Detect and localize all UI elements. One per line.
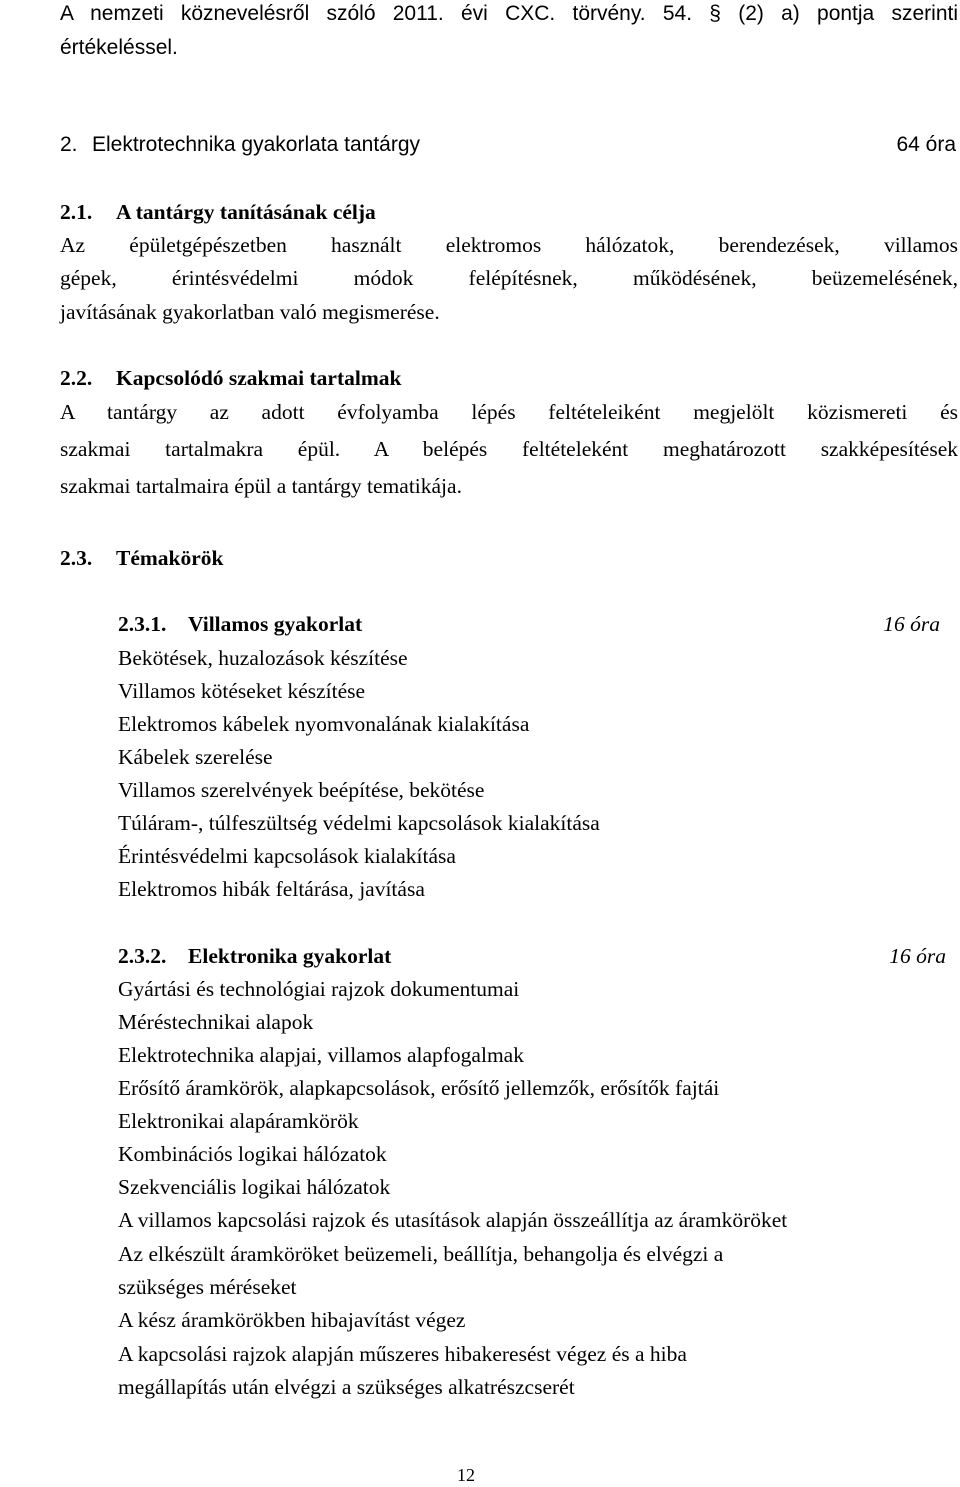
page-number: 12 xyxy=(457,1465,475,1485)
topic-2-item: megállapítás után elvégzi a szükséges alkatrészcserét xyxy=(118,1375,575,1399)
topic-2-item: Szekvenciális logikai hálózatok xyxy=(118,1175,391,1199)
topic-2-number: 2.3.2. xyxy=(118,944,167,968)
topic-2-hours: 16 óra xyxy=(889,944,946,968)
topic-1-hours: 16 óra xyxy=(883,612,940,636)
section-2-3-number: 2.3. xyxy=(60,546,93,570)
topic-2-item: A kapcsolási rajzok alapján műszeres hibakeresést végez és a hiba xyxy=(118,1342,687,1366)
intro-line-1: A nemzeti köznevelésről szóló 2011. évi CXC. törvény. 54. § (2) a) pontja szerinti xyxy=(60,2,958,25)
topic-1-number: 2.3.1. xyxy=(118,612,167,636)
section-2-2-line: szakmai tartalmaira épül a tantárgy tematikája. xyxy=(60,474,462,498)
topic-1-item: Kábelek szerelése xyxy=(118,745,273,769)
section-2-2-number: 2.2. xyxy=(60,366,93,390)
topic-1-item: Bekötések, huzalozások készítése xyxy=(118,646,408,670)
section-2-2-line: szakmai tartalmakra épül. A belépés feltételeként meghatározott szakképesítések xyxy=(60,437,958,461)
topic-1-title: Villamos gyakorlat xyxy=(188,612,363,636)
section-2-1-line: gépek, érintésvédelmi módok felépítésnek, működésének, beüzemelésének, xyxy=(60,266,958,290)
topic-2-title: Elektronika gyakorlat xyxy=(188,944,392,968)
subject-hours: 64 óra xyxy=(896,133,956,156)
section-2-2-line: A tantárgy az adott évfolyamba lépés feltételeiként megjelölt közismereti és xyxy=(60,400,958,424)
topic-2-item: Az elkészült áramköröket beüzemeli, beállítja, behangolja és elvégzi a xyxy=(118,1242,724,1266)
topic-2-item: A villamos kapcsolási rajzok és utasítások alapján összeállítja az áramköröket xyxy=(118,1208,788,1232)
intro-line-2: értékeléssel. xyxy=(60,36,178,59)
topic-2-item: Kombinációs logikai hálózatok xyxy=(118,1142,387,1166)
topic-1-item: Villamos kötéseket készítése xyxy=(118,679,366,703)
topic-2-item: Méréstechnikai alapok xyxy=(118,1010,314,1034)
topic-1-item: Elektromos hibák feltárása, javítása xyxy=(118,877,425,901)
section-2-1-line: Az épületgépészetben használt elektromos hálózatok, berendezések, villamos xyxy=(60,233,958,257)
topic-1-item: Érintésvédelmi kapcsolások kialakítása xyxy=(118,844,456,868)
topic-2-item: Gyártási és technológiai rajzok dokumentumai xyxy=(118,977,520,1001)
section-2-1-number: 2.1. xyxy=(60,200,93,224)
section-2-1-title: A tantárgy tanításának célja xyxy=(116,200,376,224)
topic-2-item: Elektrotechnika alapjai, villamos alapfogalmak xyxy=(118,1043,524,1067)
topic-1-item: Villamos szerelvények beépítése, bekötése xyxy=(118,778,485,802)
topic-1-item: Túláram-, túlfeszültség védelmi kapcsolások kialakítása xyxy=(118,811,600,835)
subject-title: Elektrotechnika gyakorlata tantárgy xyxy=(92,133,421,156)
section-2-2-title: Kapcsolódó szakmai tartalmak xyxy=(116,366,402,390)
subject-number: 2. xyxy=(60,133,78,156)
topic-2-item: szükséges méréseket xyxy=(118,1275,297,1299)
section-2-3-title: Témakörök xyxy=(116,546,224,570)
topic-1-item: Elektromos kábelek nyomvonalának kialakítása xyxy=(118,712,530,736)
topic-2-item: Erősítő áramkörök, alapkapcsolások, erősítő jellemzők, erősítők fajtái xyxy=(118,1076,720,1100)
topic-2-item: A kész áramkörökben hibajavítást végez xyxy=(118,1308,466,1332)
topic-2-item: Elektronikai alapáramkörök xyxy=(118,1109,359,1133)
section-2-1-line: javításának gyakorlatban való megismerése. xyxy=(60,300,440,324)
